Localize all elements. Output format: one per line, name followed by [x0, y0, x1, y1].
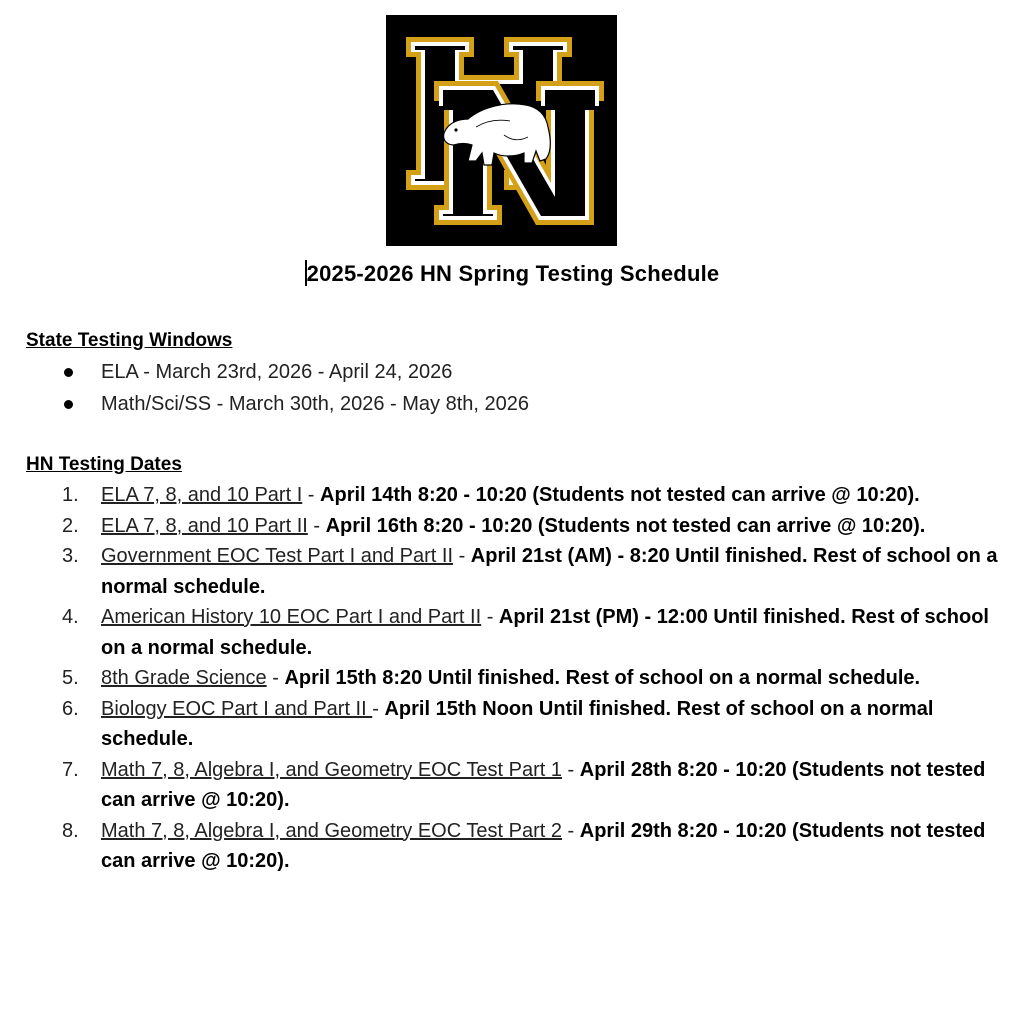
page-title: [0, 260, 1024, 287]
hn-testing-dates-heading: HN Testing Dates: [26, 454, 182, 475]
list-item: 4. American History 10 EOC Part I and Part II - April 21st (PM) - 12:00 Until finished. Rest of school on a normal schedule.: [62, 606, 989, 659]
list-item: 5. 8th Grade Science - April 15th 8:20 Until finished. Rest of school on a normal schedule.: [62, 667, 921, 689]
list-item: 8. Math 7, 8, Algebra I, and Geometry EOC Test Part 2 - April 29th 8:20 - 10:20 (Students not tested can arrive @ 10:20).: [62, 819, 986, 872]
test-link[interactable]: ELA 7, 8, and 10 Part I: [101, 484, 303, 506]
test-link[interactable]: Government EOC Test Part I and Part II: [101, 545, 454, 567]
page-title-text: 2025-2026 HN Spring Testing Schedule: [306, 261, 720, 286]
test-link[interactable]: Math 7, 8, Algebra I, and Geometry EOC Test Part 1: [101, 758, 562, 781]
bullet-icon: [64, 368, 73, 377]
list-item: 7. Math 7, 8, Algebra I, and Geometry EOC Test Part 1 - April 28th 8:20 - 10:20 (Students not tested can arrive @ 10:20).: [62, 758, 986, 811]
list-item: 3. Government EOC Test Part I and Part II - April 21st (AM) - 8:20 Until finished. Rest of school on a normal schedule.: [62, 545, 998, 598]
state-testing-windows-heading: State Testing Windows: [26, 330, 233, 351]
hn-dates-list: [0, 480, 1024, 877]
list-item: 2. ELA 7, 8, and 10 Part II - April 16th 8:20 - 10:20 (Students not tested can arrive @ 10:20).: [62, 514, 926, 537]
test-link[interactable]: ELA 7, 8, and 10 Part II: [101, 514, 308, 537]
test-link[interactable]: 8th Grade Science: [101, 667, 267, 689]
test-link[interactable]: Math 7, 8, Algebra I, and Geometry EOC Test Part 2: [101, 819, 562, 842]
hn-bear-logo-icon: [386, 15, 617, 246]
list-item: Math/Sci/SS - March 30th, 2026 - May 8th, 2026: [0, 390, 529, 422]
test-link[interactable]: American History 10 EOC Part I and Part II: [101, 606, 482, 628]
list-item: 1. ELA 7, 8, and 10 Part I - April 14th 8:20 - 10:20 (Students not tested can arrive @ 10:20).: [62, 484, 920, 506]
bullet-icon: [64, 400, 73, 409]
list-item: 6. Biology EOC Part I and Part II - April 15th Noon Until finished. Rest of school on a normal schedule.: [62, 697, 934, 750]
school-logo: [386, 15, 617, 246]
list-item: ELA - March 23rd, 2026 - April 24, 2026: [0, 358, 529, 390]
test-link[interactable]: Biology EOC Part I and Part II: [101, 697, 373, 720]
state-windows-list: [0, 358, 529, 422]
